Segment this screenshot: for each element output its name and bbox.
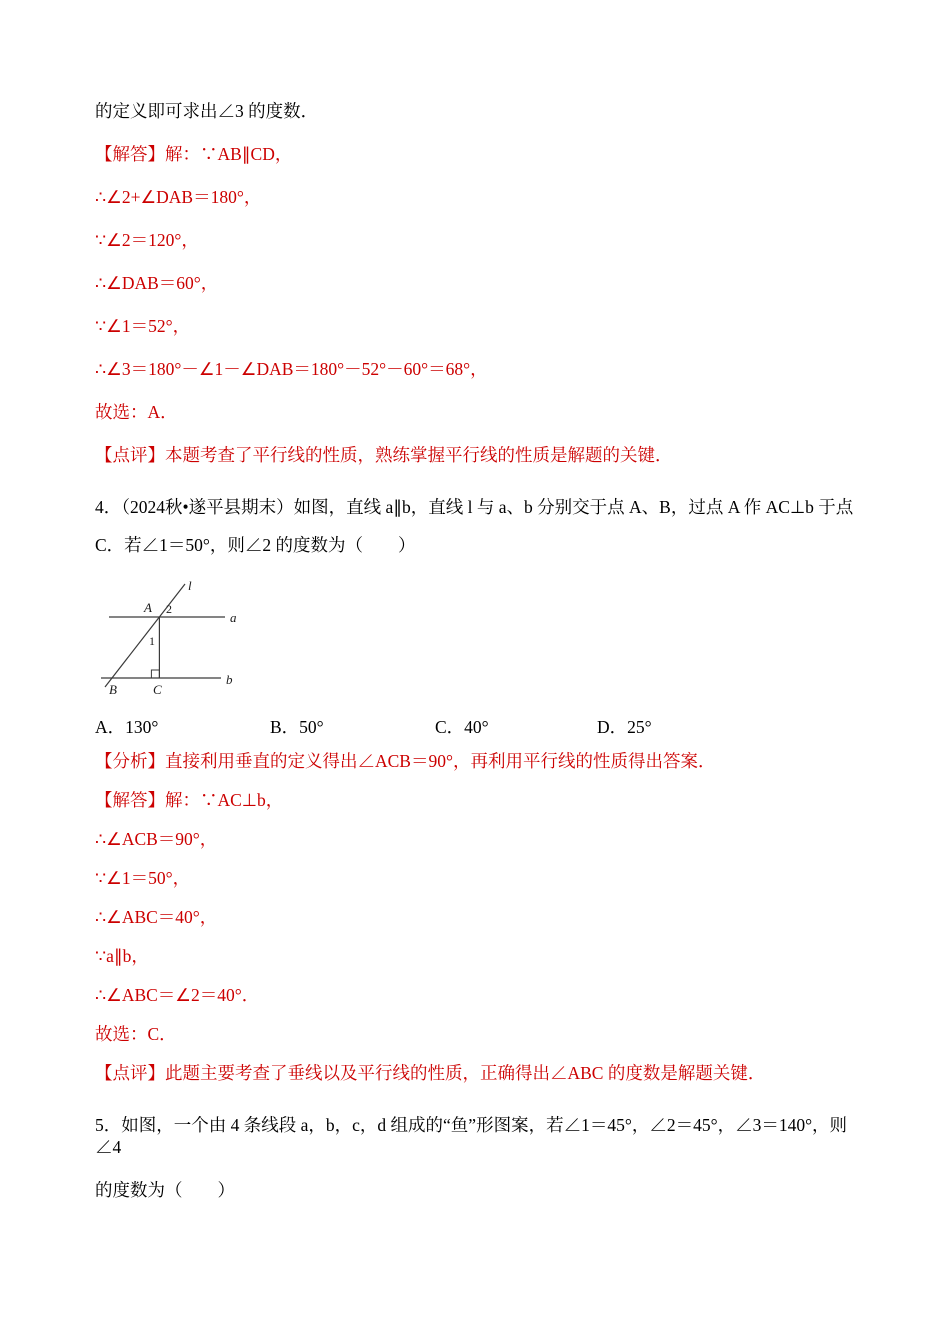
solution-line: ∵∠1＝50°， [95,868,191,888]
option-b: B．50° [270,717,324,737]
label-point-B: B [109,682,117,697]
answer-choice-line: 故选：A． [95,402,178,422]
label-line-a: a [230,610,237,625]
question4-options [95,716,862,738]
solution-line: ∴∠ABC＝40°， [95,907,218,927]
label-point-C: C [153,682,162,697]
question4-figure [99,577,862,706]
solution-line: 【解答】解：∵AB∥CD， [95,144,293,164]
solution-line: ∴∠3＝180°－∠1－∠DAB＝180°－52°－60°＝68°， [95,359,488,379]
solution-line: ∵∠2＝120°， [95,230,199,250]
question4-stem-line2: C．若∠1＝50°，则∠2 的度数为（ ） [95,535,416,555]
question4-stem-line1: 4．（2024秋•遂平县期末）如图，直线 a∥b，直线 l 与 a、b 分别交于点 A、B，过点 A 作 AC⊥b 于点 [95,497,854,517]
solution-line: ∴∠ACB＝90°， [95,829,218,849]
label-angle-2: 2 [166,602,172,616]
option-c: C．40° [435,717,489,737]
option-d: D．25° [597,717,652,737]
solution-line: ∴∠DAB＝60°， [95,273,219,293]
solution-line: 【解答】解：∵AC⊥b， [95,790,284,810]
solution-line: ∴∠ABC＝∠2＝40°． [95,985,260,1005]
answer-choice-line: 故选：C． [95,1024,177,1044]
carryover-analysis-text: 的定义即可求出∠3 的度数． [95,101,319,121]
geometry-diagram [99,577,247,701]
solution-line: ∵a∥b， [95,946,149,966]
solution-line: ∵∠1＝52°， [95,316,191,336]
question5-stem-line1: 5．如图，一个由 4 条线段 a，b，c，d 组成的“鱼”形图案，若∠1＝45°，∠2＝45°，∠3＝140°，则∠4 [95,1115,848,1157]
analysis-line: 【分析】直接利用垂直的定义得出∠ACB＝90°，再利用平行线的性质得出答案． [95,751,716,771]
label-line-b: b [226,672,233,687]
comment-line: 【点评】此题主要考查了垂线以及平行线的性质，正确得出∠ABC 的度数是解题关键． [95,1063,766,1083]
label-angle-1: 1 [149,634,155,648]
solution-line: ∴∠2+∠DAB＝180°， [95,187,262,207]
comment-line: 【点评】本题考查了平行线的性质，熟练掌握平行线的性质是解题的关键． [95,445,673,465]
question5-stem-line2: 的度数为（ ） [95,1180,235,1200]
option-a: A．130° [95,717,159,737]
label-line-l: l [188,578,192,593]
right-angle-mark [151,670,159,678]
label-point-A: A [144,600,152,615]
